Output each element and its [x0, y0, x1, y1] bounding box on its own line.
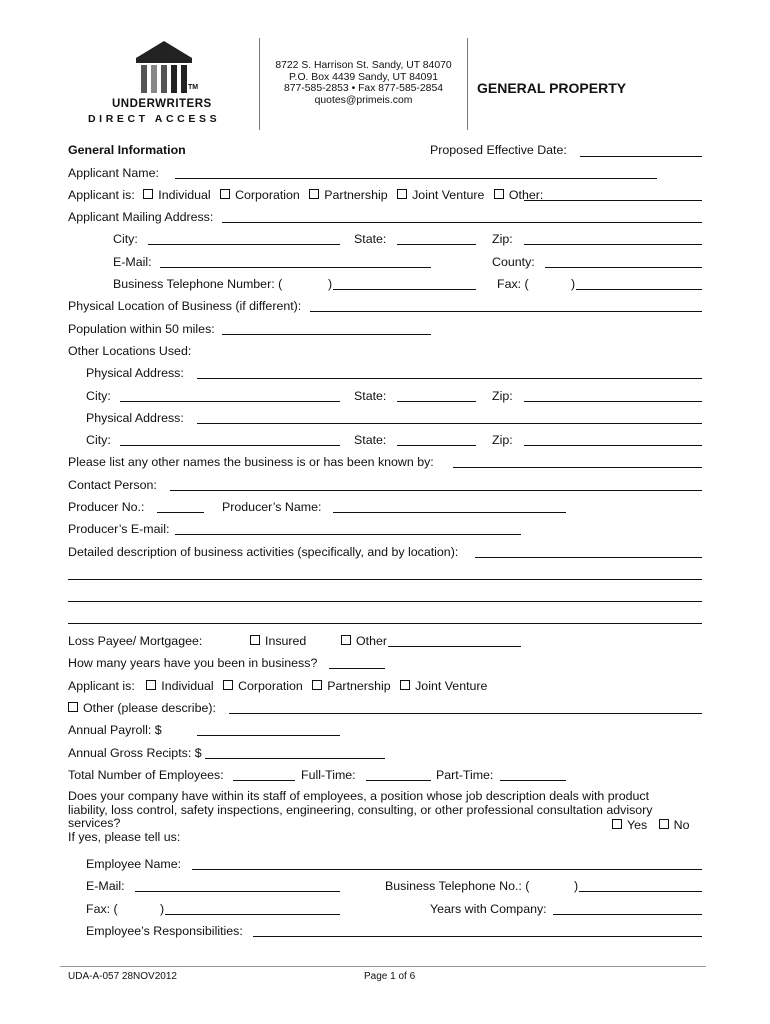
producer-name-field[interactable] — [333, 512, 566, 513]
insured-option — [250, 634, 306, 648]
contact-person-label: Contact Person: — [68, 478, 157, 492]
other-describe-label: Other (please describe): — [83, 701, 216, 715]
insured-label: Insured — [265, 634, 307, 648]
employee-phone-label: Business Telephone No.: ( — [385, 879, 530, 893]
description-field-2[interactable] — [68, 579, 702, 580]
gross-receipts-field[interactable] — [205, 758, 385, 759]
checkbox-corporation-2[interactable] — [223, 680, 233, 690]
applicant-name-label: Applicant Name: — [68, 166, 159, 180]
form-id: UDA-A-057 28NOV2012 — [68, 971, 177, 982]
location1-state-field[interactable] — [397, 401, 476, 402]
years-in-business-label: How many years have you been in business? — [68, 656, 318, 670]
applicant-is-label: Applicant is: — [68, 188, 135, 202]
description-label: Detailed description of business activities (specifically, and by location): — [68, 545, 459, 559]
business-fax-label: Fax: ( — [497, 277, 529, 291]
corporation-label: Corporation — [235, 188, 300, 202]
other-label: Other: — [508, 188, 544, 202]
applicant-type-row-2 — [68, 679, 487, 693]
checkbox-yes[interactable] — [612, 819, 622, 829]
mailing-zip-label: Zip: — [492, 232, 513, 246]
loss-other-label: Other — [356, 634, 387, 648]
logo-name-line1: UNDERWRITERS — [112, 98, 212, 110]
checkbox-partnership[interactable] — [309, 189, 319, 199]
applicant-email-label: E-Mail: — [113, 255, 152, 269]
checkbox-joint-venture-2[interactable] — [400, 680, 410, 690]
employee-fax-label: Fax: ( — [86, 902, 118, 916]
mailing-zip-field[interactable] — [524, 244, 702, 245]
full-time-field[interactable] — [366, 780, 431, 781]
physical-address-field-2[interactable] — [197, 423, 702, 424]
business-phone-label: Business Telephone Number: ( — [113, 277, 283, 291]
employee-name-field[interactable] — [192, 869, 702, 870]
question-line-2: liability, loss control, safety inspections, engineering, consulting, or other professional consultation advisory — [68, 802, 653, 817]
responsibilities-label: Employee’s Responsibilities: — [86, 924, 243, 938]
effective-date-label: Proposed Effective Date: — [430, 143, 567, 157]
checkbox-no[interactable] — [659, 819, 669, 829]
responsibilities-field[interactable] — [253, 936, 702, 937]
question-text — [68, 790, 653, 844]
employee-fax-field[interactable] — [165, 914, 340, 915]
applicant-name-field[interactable] — [175, 178, 657, 179]
population-field[interactable] — [222, 334, 431, 335]
physical-location-field[interactable] — [310, 311, 702, 312]
years-in-business-field[interactable] — [329, 668, 385, 669]
years-company-label: Years with Company: — [430, 902, 547, 916]
employee-email-field[interactable] — [135, 891, 340, 892]
partnership-label: Partnership — [324, 188, 388, 202]
location1-zip-field[interactable] — [524, 401, 702, 402]
checkbox-insured[interactable] — [250, 635, 260, 645]
location2-state-field[interactable] — [397, 445, 476, 446]
physical-address-label-1: Physical Address: — [86, 366, 184, 380]
description-field-1[interactable] — [475, 557, 702, 558]
applicant-other-field[interactable] — [524, 200, 702, 201]
checkbox-partnership-2[interactable] — [312, 680, 322, 690]
individual-label-2: Individual — [161, 679, 214, 693]
yes-label: Yes — [627, 818, 648, 832]
loss-other-option — [341, 634, 387, 648]
header-divider-right — [467, 38, 468, 130]
individual-label: Individual — [158, 188, 211, 202]
logo-name-line2: DIRECT ACCESS — [88, 113, 221, 125]
full-time-label: Full-Time: — [301, 768, 356, 782]
description-field-4[interactable] — [68, 623, 702, 624]
checkbox-individual-2[interactable] — [146, 680, 156, 690]
producer-email-field[interactable] — [175, 534, 521, 535]
corporation-label-2: Corporation — [238, 679, 303, 693]
checkbox-loss-other[interactable] — [341, 635, 351, 645]
building-logo-icon — [114, 38, 214, 100]
physical-address-label-2: Physical Address: — [86, 411, 184, 425]
no-label: No — [673, 818, 690, 832]
population-label: Population within 50 miles: — [68, 322, 215, 336]
business-fax-field[interactable] — [576, 289, 702, 290]
mailing-city-label: City: — [113, 232, 138, 246]
question-line-3: services? — [68, 816, 121, 830]
description-field-3[interactable] — [68, 601, 702, 602]
loss-payee-label: Loss Payee/ Mortgagee: — [68, 634, 203, 648]
employee-phone-field[interactable] — [579, 891, 702, 892]
joint-venture-label-2: Joint Venture — [415, 679, 488, 693]
logo-tm: TM — [188, 84, 199, 91]
footer-rule — [60, 966, 706, 967]
location2-zip-label: Zip: — [492, 433, 513, 447]
checkbox-corporation[interactable] — [220, 189, 230, 199]
mailing-state-label: State: — [354, 232, 387, 246]
employee-fax-paren: ) — [160, 902, 165, 916]
company-logo — [86, 38, 246, 128]
contact-person-field[interactable] — [170, 490, 702, 491]
mailing-city-field[interactable] — [148, 244, 340, 245]
location2-state-label: State: — [354, 433, 387, 447]
mailing-address-field[interactable] — [222, 222, 702, 223]
business-phone-field[interactable] — [333, 289, 476, 290]
physical-location-label: Physical Location of Business (if different): — [68, 299, 302, 313]
question-line-1: Does your company have within its staff of employees, a position whose job description deals with product — [68, 789, 650, 803]
address-line-2: P.O. Box 4439 Sandy, UT 84091 — [288, 71, 439, 83]
joint-venture-label: Joint Venture — [412, 188, 485, 202]
part-time-label: Part-Time: — [436, 768, 494, 782]
company-address-block — [262, 60, 465, 106]
part-time-field[interactable] — [500, 780, 566, 781]
other-names-field[interactable] — [453, 467, 702, 468]
location2-city-label: City: — [86, 433, 111, 447]
applicant-type-row — [68, 188, 543, 202]
checkbox-joint-venture[interactable] — [397, 189, 407, 199]
header-divider-left — [259, 38, 260, 130]
form-title: GENERAL PROPERTY — [477, 80, 627, 96]
loss-other-field[interactable] — [388, 646, 521, 647]
producer-no-field[interactable] — [157, 512, 204, 513]
total-employees-field[interactable] — [233, 780, 295, 781]
location2-city-field[interactable] — [120, 445, 340, 446]
applicant-is-label-2: Applicant is: — [68, 679, 135, 693]
producer-name-label: Producer’s Name: — [222, 500, 322, 514]
business-fax-paren: ) — [571, 277, 576, 291]
email-line: quotes@primeis.com — [314, 94, 413, 106]
checkbox-other-describe[interactable] — [68, 702, 78, 712]
total-employees-label: Total Number of Employees: — [68, 768, 224, 782]
location2-zip-field[interactable] — [524, 445, 702, 446]
address-line-1: 8722 S. Harrison St. Sandy, UT 84070 — [275, 60, 452, 71]
employee-name-label: Employee Name: — [86, 857, 182, 871]
if-yes-label: If yes, please tell us: — [68, 829, 181, 844]
county-field[interactable] — [545, 267, 702, 268]
other-describe-option — [68, 701, 216, 715]
phone-fax-line: 877-585-2853 • Fax 877-585-2854 — [283, 83, 444, 95]
physical-address-field-1[interactable] — [197, 378, 702, 379]
mailing-address-label: Applicant Mailing Address: — [68, 210, 214, 224]
other-locations-label: Other Locations Used: — [68, 344, 192, 358]
yes-no-options — [612, 818, 690, 832]
gross-receipts-label: Annual Gross Recipts: $ — [68, 746, 202, 760]
years-company-field[interactable] — [553, 914, 702, 915]
effective-date-field[interactable] — [580, 156, 702, 157]
location1-city-label: City: — [86, 389, 111, 403]
business-phone-paren: ) — [328, 277, 333, 291]
employee-email-label: E-Mail: — [86, 879, 125, 893]
producer-no-label: Producer No.: — [68, 500, 145, 514]
annual-payroll-field[interactable] — [197, 735, 340, 736]
other-names-label: Please list any other names the business is or has been known by: — [68, 455, 434, 469]
section-heading-general: General Information — [68, 143, 186, 157]
county-label: County: — [492, 255, 535, 269]
partnership-label-2: Partnership — [327, 679, 391, 693]
other-describe-field[interactable] — [229, 713, 702, 714]
applicant-email-field[interactable] — [160, 267, 431, 268]
checkbox-other[interactable] — [494, 189, 504, 199]
mailing-state-field[interactable] — [397, 244, 476, 245]
employee-phone-paren: ) — [574, 879, 579, 893]
page-number: Page 1 of 6 — [364, 971, 416, 982]
producer-email-label: Producer’s E-mail: — [68, 522, 170, 536]
location1-zip-label: Zip: — [492, 389, 513, 403]
checkbox-individual[interactable] — [143, 189, 153, 199]
location1-state-label: State: — [354, 389, 387, 403]
annual-payroll-label: Annual Payroll: $ — [68, 723, 162, 737]
location1-city-field[interactable] — [120, 401, 340, 402]
